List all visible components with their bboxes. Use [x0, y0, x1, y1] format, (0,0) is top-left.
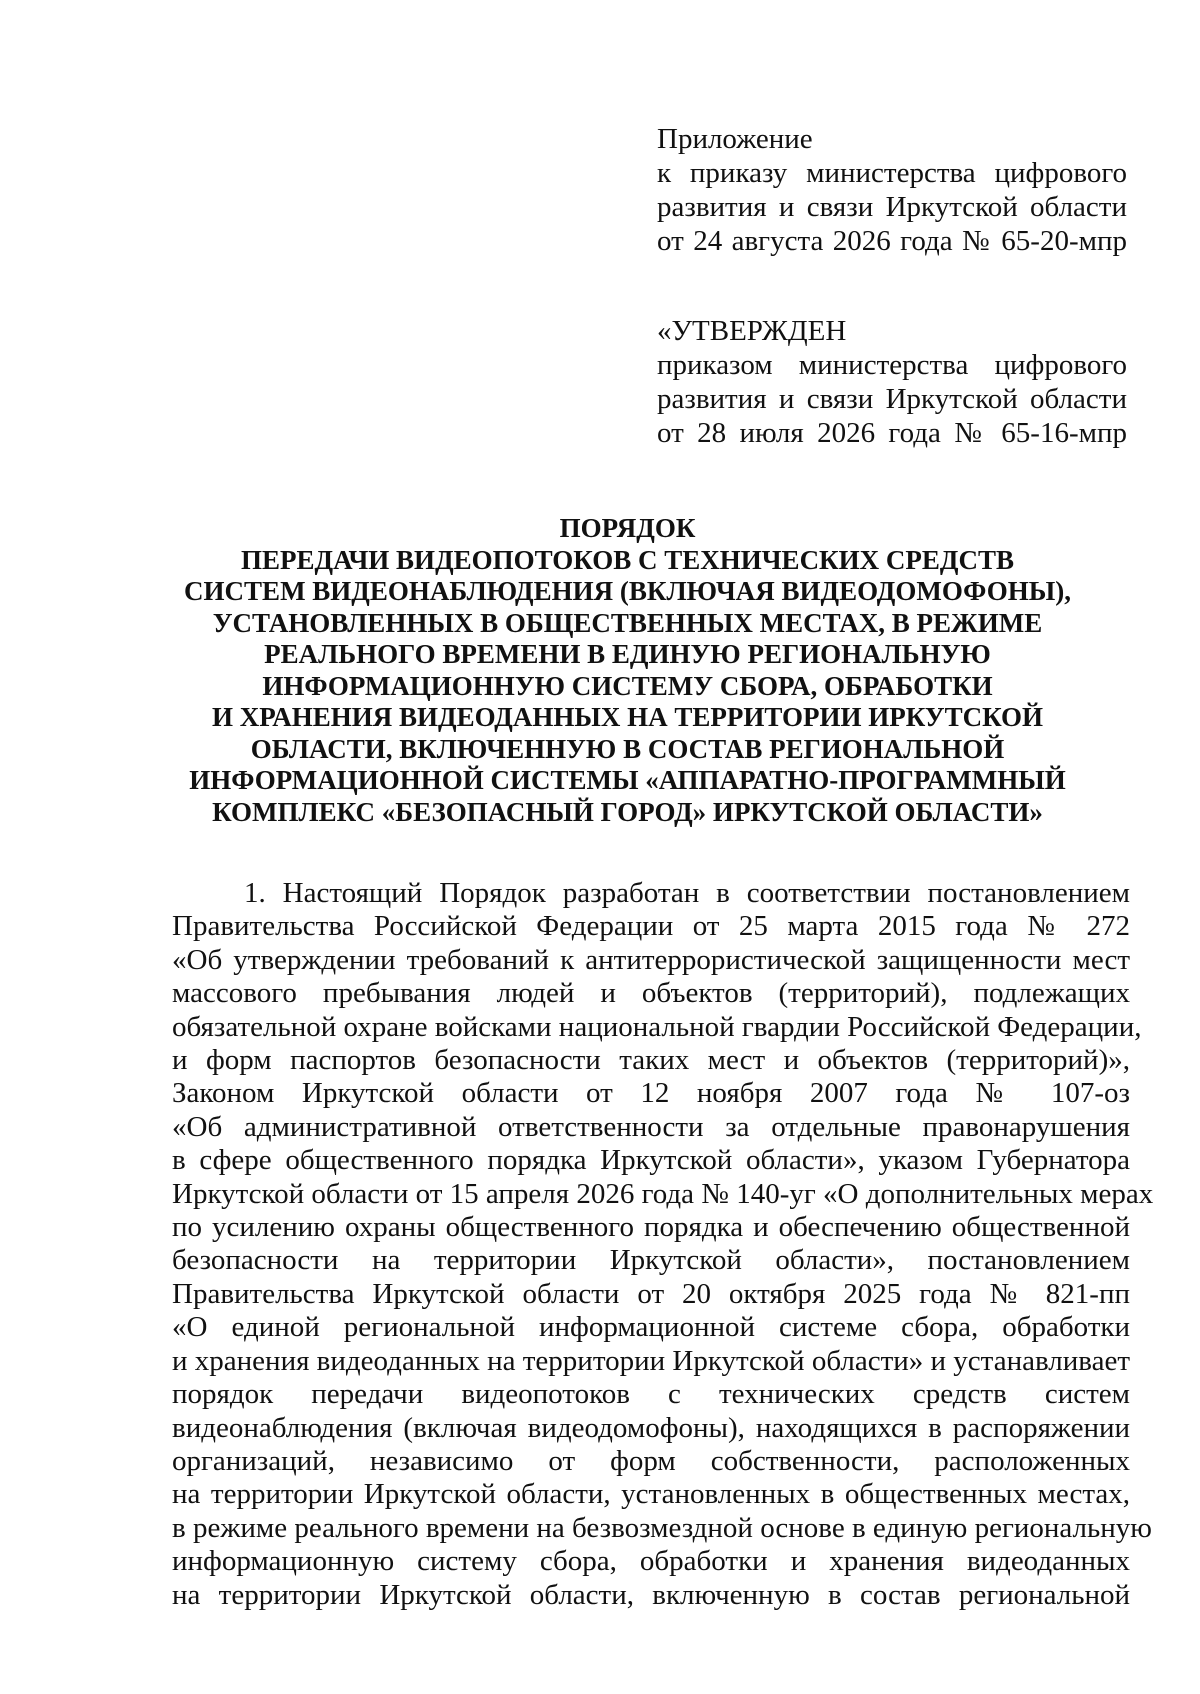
paragraph-line: обязательной охране войсками национальной гвардии Российской Федерации,: [172, 1010, 1142, 1043]
paragraph-line: по усилению охраны общественного порядка и обеспечению общественной: [172, 1211, 1130, 1244]
approval-line: развития и связи Иркутской области: [657, 383, 1127, 415]
title-line: УСТАНОВЛЕННЫХ В ОБЩЕСТВЕННЫХ МЕСТАХ, В РЕЖИМЕ: [212, 607, 1043, 638]
approval-line: приказом министерства цифрового: [657, 349, 1127, 381]
paragraph-line: Законом Иркутской области от 12 ноября 2007 года № 107-оз: [172, 1077, 1130, 1110]
paragraph-line: и форм паспортов безопасности таких мест и объектов (территорий)»,: [172, 1044, 1130, 1077]
approval-line: «УТВЕРЖДЕН: [657, 315, 847, 347]
paragraph-line: безопасности на территории Иркутской области», постановлением: [172, 1244, 1130, 1277]
paragraph-line: «О единой региональной информационной системе сбора, обработки: [172, 1311, 1130, 1344]
paragraph-line: порядок передачи видеопотоков с технических средств систем: [172, 1378, 1130, 1411]
title-line: ИНФОРМАЦИОННУЮ СИСТЕМУ СБОРА, ОБРАБОТКИ: [262, 670, 993, 701]
paragraph-line: видеонаблюдения (включая видеодомофоны), находящихся в распоряжении: [172, 1411, 1130, 1444]
title-line: И ХРАНЕНИЯ ВИДЕОДАННЫХ НА ТЕРРИТОРИИ ИРКУТСКОЙ: [211, 702, 1044, 732]
title-line: ПОРЯДОК: [559, 513, 696, 543]
paragraph-line: информационную систему сбора, обработки и хранения видеоданных: [172, 1545, 1130, 1578]
attachment-line: Приложение: [657, 123, 813, 155]
attachment-line: от 24 августа 2026 года № 65-20-мпр: [657, 225, 1127, 257]
attachment-line: к приказу министерства цифрового: [657, 157, 1127, 189]
title-line: РЕАЛЬНОГО ВРЕМЕНИ В ЕДИНУЮ РЕГИОНАЛЬНУЮ: [264, 639, 991, 669]
title-line: ОБЛАСТИ, ВКЛЮЧЕННУЮ В СОСТАВ РЕГИОНАЛЬНОЙ: [250, 733, 1005, 764]
paragraph-line: «Об утверждении требований к антитеррористической защищенности мест: [172, 943, 1130, 976]
paragraph-line: массового пребывания людей и объектов (территорий), подлежащих: [172, 977, 1130, 1010]
title-line: СИСТЕМ ВИДЕОНАБЛЮДЕНИЯ (ВКЛЮЧАЯ ВИДЕОДОМОФОНЫ),: [184, 576, 1071, 606]
approval-line: от 28 июля 2026 года № 65-16-мпр: [657, 417, 1127, 449]
title-line: КОМПЛЕКС «БЕЗОПАСНЫЙ ГОРОД» ИРКУТСКОЙ ОБЛАСТИ»: [212, 796, 1043, 827]
paragraph-line: Иркутской области от 15 апреля 2026 года № 140-уг «О дополнительных мерах: [172, 1177, 1154, 1210]
paragraph-line: 1. Настоящий Порядок разработан в соответствии постановлением: [244, 877, 1130, 909]
paragraph-line: организаций, независимо от форм собственности, расположенных: [172, 1444, 1130, 1477]
paragraph-line: на территории Иркутской области, установленных в общественных местах,: [172, 1478, 1130, 1511]
paragraph-line: Правительства Российской Федерации от 25 марта 2015 года № 272: [172, 910, 1130, 943]
title-line: ИНФОРМАЦИОННОЙ СИСТЕМЫ «АППАРАТНО-ПРОГРАММНЫЙ: [189, 765, 1066, 795]
document-title: [140, 513, 1115, 828]
attachment-header: [657, 122, 1127, 258]
approval-stamp-block: [657, 314, 1127, 450]
paragraph-1: [172, 877, 1154, 1612]
attachment-line: развития и связи Иркутской области: [657, 191, 1127, 223]
paragraph-line: Правительства Иркутской области от 20 октября 2025 года № 821-пп: [172, 1277, 1130, 1310]
paragraph-line: «Об административной ответственности за отдельные правонарушения: [172, 1110, 1130, 1143]
title-line: ПЕРЕДАЧИ ВИДЕОПОТОКОВ С ТЕХНИЧЕСКИХ СРЕДСТВ: [241, 544, 1014, 575]
paragraph-line: и хранения видеоданных на территории Иркутской области» и устанавливает: [172, 1344, 1130, 1377]
paragraph-line: в сфере общественного порядка Иркутской области», указом Губернатора: [172, 1144, 1130, 1177]
paragraph-line: на территории Иркутской области, включенную в состав региональной: [172, 1578, 1130, 1611]
paragraph-line: в режиме реального времени на безвозмездной основе в единую региональную: [172, 1511, 1152, 1544]
